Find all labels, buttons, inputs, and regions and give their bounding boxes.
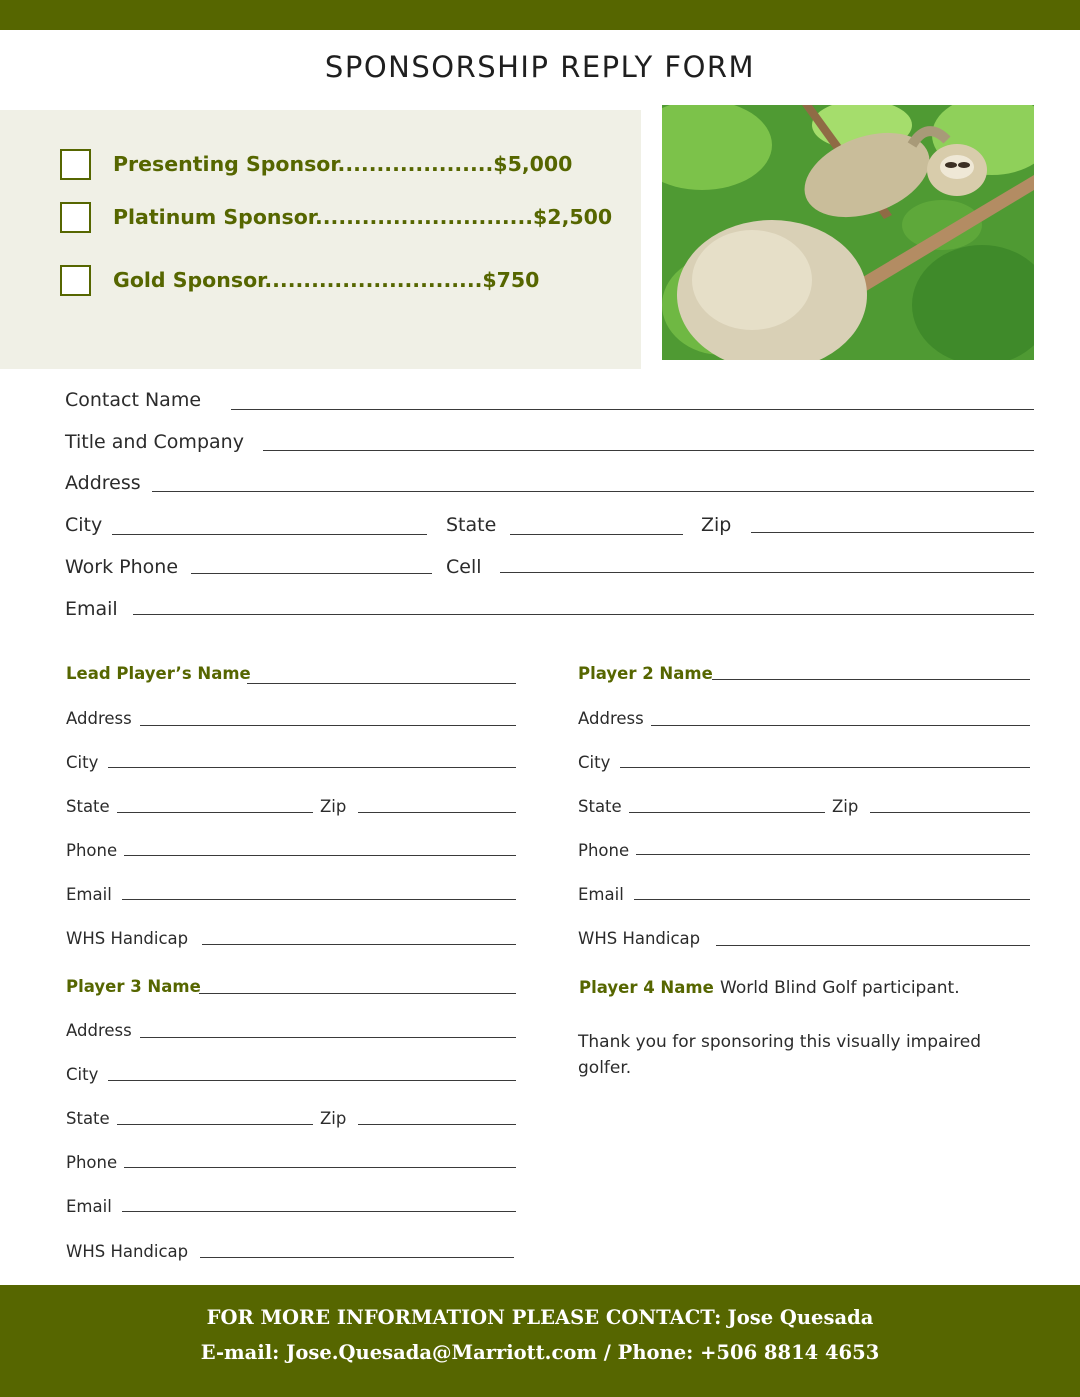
page-title: SPONSORSHIP REPLY FORM: [324, 50, 756, 84]
contact-name-field[interactable]: [231, 409, 1034, 410]
lead-handicap-label: WHS Handicap: [66, 929, 189, 948]
lead-player-heading: Lead Player’s Name: [66, 664, 251, 683]
footer-contact-bar: [0, 1285, 1080, 1397]
footer-email-phone-line: E-mail: Jose.Quesada@Marriott.com / Phone: +506 8814 4653: [200, 1341, 880, 1364]
player2-handicap-label: WHS Handicap: [578, 929, 701, 948]
player3-state-field[interactable]: [117, 1124, 313, 1125]
player2-handicap-field[interactable]: [716, 945, 1030, 946]
player3-zip-label: Zip: [320, 1109, 347, 1128]
player2-address-label: Address: [578, 709, 644, 728]
lead-city-label: City: [66, 753, 99, 772]
lead-city-field[interactable]: [108, 767, 516, 768]
thank-you-message: Thank you for sponsoring this visually impaired golfer.: [578, 1032, 982, 1078]
state-label: State: [446, 514, 497, 536]
footer-contact-name: Jose Quesada: [727, 1306, 874, 1329]
lead-zip-field[interactable]: [358, 812, 516, 813]
lead-state-field[interactable]: [117, 812, 313, 813]
cell-field[interactable]: [500, 572, 1034, 573]
player3-address-field[interactable]: [140, 1037, 516, 1038]
address-field[interactable]: [152, 491, 1034, 492]
player3-handicap-label: WHS Handicap: [66, 1242, 189, 1261]
lead-phone-label: Phone: [66, 841, 118, 860]
player2-city-label: City: [578, 753, 611, 772]
platinum-checkbox[interactable]: [60, 202, 91, 233]
player2-zip-label: Zip: [832, 797, 859, 816]
tier-label: Presenting Sponsor....................$5,000: [113, 152, 573, 176]
player2-phone-field[interactable]: [636, 854, 1030, 855]
top-accent-bar: [0, 0, 1080, 30]
player3-email-field[interactable]: [122, 1211, 516, 1212]
tier-gold[interactable]: [60, 264, 539, 296]
player2-email-label: Email: [578, 885, 624, 904]
player3-address-label: Address: [66, 1021, 132, 1040]
player2-name-field[interactable]: [712, 679, 1030, 680]
cell-label: Cell: [446, 556, 482, 578]
work-phone-field[interactable]: [191, 573, 432, 574]
player2-address-field[interactable]: [651, 725, 1030, 726]
zip-field[interactable]: [751, 532, 1034, 533]
lead-state-label: State: [66, 797, 110, 816]
city-field[interactable]: [112, 534, 427, 535]
address-label: Address: [65, 472, 141, 494]
player2-zip-field[interactable]: [870, 812, 1030, 813]
state-field[interactable]: [510, 534, 683, 535]
tier-platinum[interactable]: [60, 201, 612, 233]
player4-note: World Blind Golf participant.: [720, 978, 960, 998]
footer-contact-prefix: FOR MORE INFORMATION PLEASE CONTACT:: [206, 1306, 722, 1329]
email-field[interactable]: [133, 614, 1034, 615]
title-company-field[interactable]: [263, 450, 1034, 451]
player3-email-label: Email: [66, 1197, 112, 1216]
player2-phone-label: Phone: [578, 841, 630, 860]
player3-handicap-field[interactable]: [200, 1257, 514, 1258]
player3-phone-field[interactable]: [124, 1167, 516, 1168]
work-phone-label: Work Phone: [65, 556, 179, 578]
presenting-checkbox[interactable]: [60, 149, 91, 180]
player2-state-field[interactable]: [629, 812, 825, 813]
title-company-label: Title and Company: [65, 431, 244, 453]
player3-heading: Player 3 Name: [66, 977, 201, 996]
tier-label: Gold Sponsor............................$750: [113, 268, 540, 292]
gold-checkbox[interactable]: [60, 265, 91, 296]
lead-address-label: Address: [66, 709, 132, 728]
lead-handicap-field[interactable]: [202, 944, 516, 945]
player3-city-field[interactable]: [108, 1080, 516, 1081]
player4-heading: Player 4 Name: [579, 978, 714, 997]
player2-state-label: State: [578, 797, 622, 816]
player2-city-field[interactable]: [620, 767, 1030, 768]
player3-state-label: State: [66, 1109, 110, 1128]
tier-presenting[interactable]: [60, 148, 572, 180]
footer-contact-line: [0, 1306, 1080, 1329]
city-label: City: [65, 514, 103, 536]
player3-phone-label: Phone: [66, 1153, 118, 1172]
contact-name-label: Contact Name: [65, 389, 202, 411]
player3-zip-field[interactable]: [358, 1124, 516, 1125]
lead-address-field[interactable]: [140, 725, 516, 726]
player3-name-field[interactable]: [199, 993, 516, 994]
sloth-photo: [662, 105, 1034, 360]
player2-heading: Player 2 Name: [578, 664, 713, 683]
lead-player-name-field[interactable]: [247, 683, 516, 684]
player2-email-field[interactable]: [634, 899, 1030, 900]
player3-city-label: City: [66, 1065, 99, 1084]
lead-zip-label: Zip: [320, 797, 347, 816]
sponsor-tier-panel: [0, 110, 641, 369]
lead-phone-field[interactable]: [124, 855, 516, 856]
email-label: Email: [65, 598, 118, 620]
lead-email-label: Email: [66, 885, 112, 904]
tier-label: Platinum Sponsor............................$2,500: [113, 205, 613, 229]
zip-label: Zip: [701, 514, 732, 536]
lead-email-field[interactable]: [122, 899, 516, 900]
